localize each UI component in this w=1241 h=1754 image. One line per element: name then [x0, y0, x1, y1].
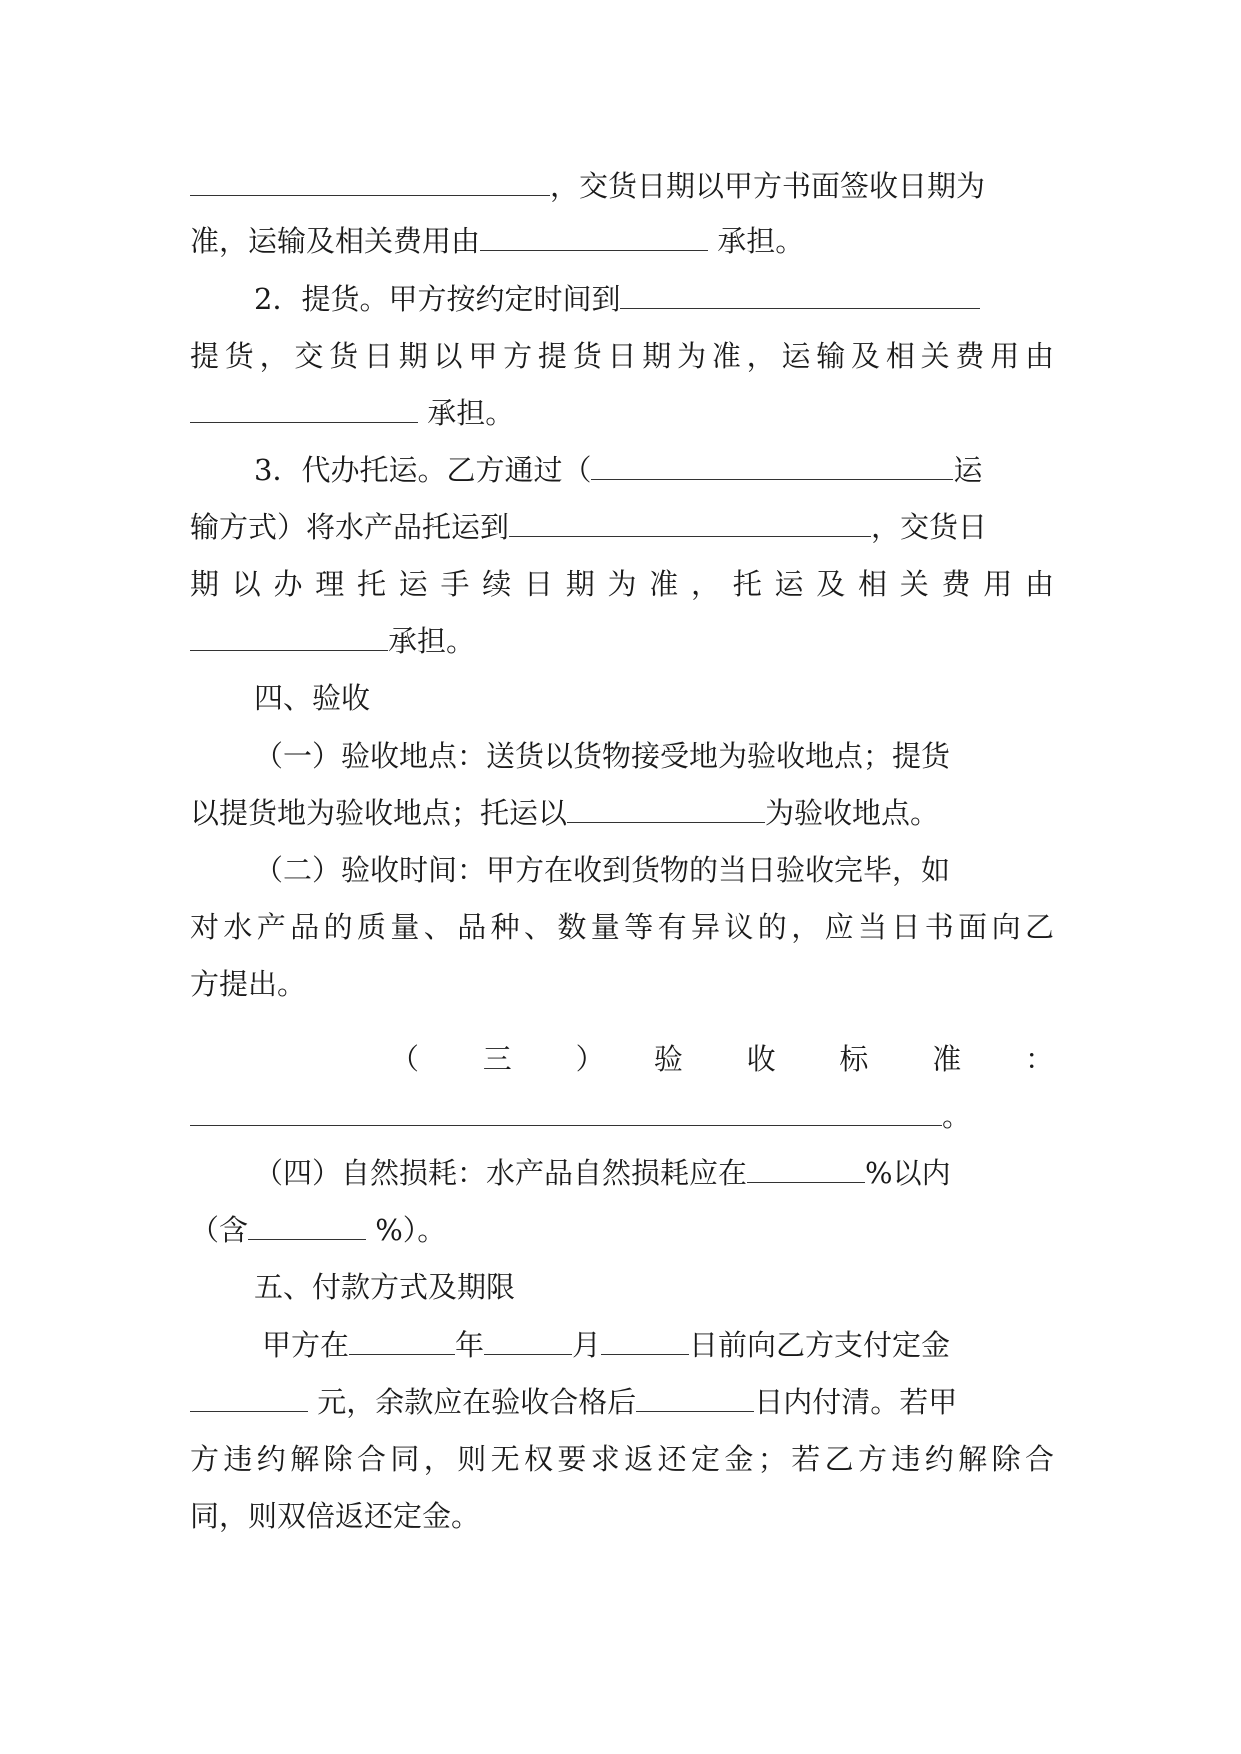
text-span: 四、验收 — [254, 681, 371, 715]
text-span: 。 — [942, 1099, 972, 1133]
text-span: ，交货日 — [871, 510, 988, 544]
fill-blank — [567, 794, 765, 823]
text-span: 期以办理托运手续日期为准，托运及相关费用由 — [190, 567, 1054, 601]
text-line-6 — [254, 450, 1054, 490]
text-span: 五、付款方式及期限 — [254, 1270, 516, 1304]
text-line-21 — [262, 1325, 1054, 1365]
text-span: 运 — [953, 453, 983, 487]
fill-blank — [591, 451, 953, 480]
fill-blank — [480, 222, 708, 251]
text-span: 3．代办托运。乙方通过（ — [254, 453, 592, 487]
text-span: 日内付清。若甲 — [754, 1385, 958, 1419]
text-line-11 — [254, 736, 1054, 776]
fill-blank — [747, 1154, 865, 1183]
text-span: （四）自然损耗：水产品自然损耗应在 — [254, 1156, 748, 1190]
text-line-8 — [190, 564, 1054, 604]
text-line-13 — [254, 850, 1054, 890]
section-heading-4 — [254, 678, 1054, 718]
text-line-23 — [190, 1439, 1054, 1479]
fill-blank — [190, 394, 418, 423]
text-line-15 — [190, 964, 1054, 1004]
fill-blank — [620, 280, 980, 309]
text-span: ，交货日期以甲方书面签收日期为 — [550, 169, 986, 203]
text-span: 提货，交货日期以甲方提货日期为准，运输及相关费用由 — [190, 339, 1054, 373]
text-span: 月 — [572, 1328, 602, 1362]
text-line-24 — [190, 1496, 1054, 1536]
fill-blank — [636, 1383, 754, 1412]
text-line-14 — [190, 907, 1054, 947]
text-span: 2．提货。甲方按约定时间到 — [254, 282, 621, 316]
text-span: 准，运输及相关费用由 — [190, 224, 481, 258]
text-span: 日前向乙方支付定金 — [689, 1328, 951, 1362]
text-span: （ 三 ） 验 收 标 准 ： — [390, 1042, 1054, 1076]
text-span: 承担。 — [418, 396, 515, 430]
text-line-7 — [190, 507, 1054, 547]
text-span: （一）验收地点：送货以货物接受地为验收地点；提货 — [254, 739, 951, 773]
text-span: 承担。 — [708, 224, 805, 258]
text-span: 方违约解除合同，则无权要求返还定金；若乙方违约解除合 — [190, 1442, 1054, 1476]
text-line-5 — [190, 393, 1054, 433]
fill-blank — [601, 1326, 689, 1355]
text-span: 承担。 — [388, 624, 476, 658]
text-span: 方提出。 — [190, 967, 307, 1001]
text-span: 对水产品的质量、品种、数量等有异议的，应当日书面向乙 — [190, 910, 1054, 944]
text-span: 以提货地为验收地点；托运以 — [190, 796, 568, 830]
fill-blank — [248, 1211, 366, 1240]
text-line-19 — [190, 1210, 1054, 1250]
text-line-17 — [190, 1096, 1054, 1136]
text-span: （二）验收时间：甲方在收到货物的当日验收完毕，如 — [254, 853, 951, 887]
text-line-3 — [254, 279, 1054, 319]
text-line-9 — [190, 621, 1054, 661]
text-span: （含 — [190, 1213, 249, 1247]
fill-blank — [190, 1097, 942, 1126]
section-heading-5 — [254, 1267, 1054, 1307]
fill-blank — [190, 622, 388, 651]
fill-blank — [509, 508, 871, 537]
text-span: %以内 — [865, 1156, 951, 1190]
text-span: 甲方在 — [262, 1328, 350, 1362]
text-line-4 — [190, 336, 1054, 376]
text-line-18 — [254, 1153, 1054, 1193]
text-line-16 — [390, 1039, 1054, 1079]
fill-blank — [349, 1326, 455, 1355]
text-span: 元，余款应在验收合格后 — [308, 1385, 637, 1419]
text-span: 年 — [455, 1328, 485, 1362]
fill-blank — [190, 167, 550, 196]
text-span: 输方式）将水产品托运到 — [190, 510, 510, 544]
text-line-12 — [190, 793, 1054, 833]
text-span: 同，则双倍返还定金。 — [190, 1499, 481, 1533]
text-span: 为验收地点。 — [765, 796, 940, 830]
fill-blank — [190, 1383, 308, 1412]
fill-blank — [484, 1326, 572, 1355]
text-line-22 — [190, 1382, 1054, 1422]
text-line-1 — [190, 166, 1054, 206]
text-span: %）。 — [366, 1213, 447, 1247]
text-line-2 — [190, 221, 1054, 261]
